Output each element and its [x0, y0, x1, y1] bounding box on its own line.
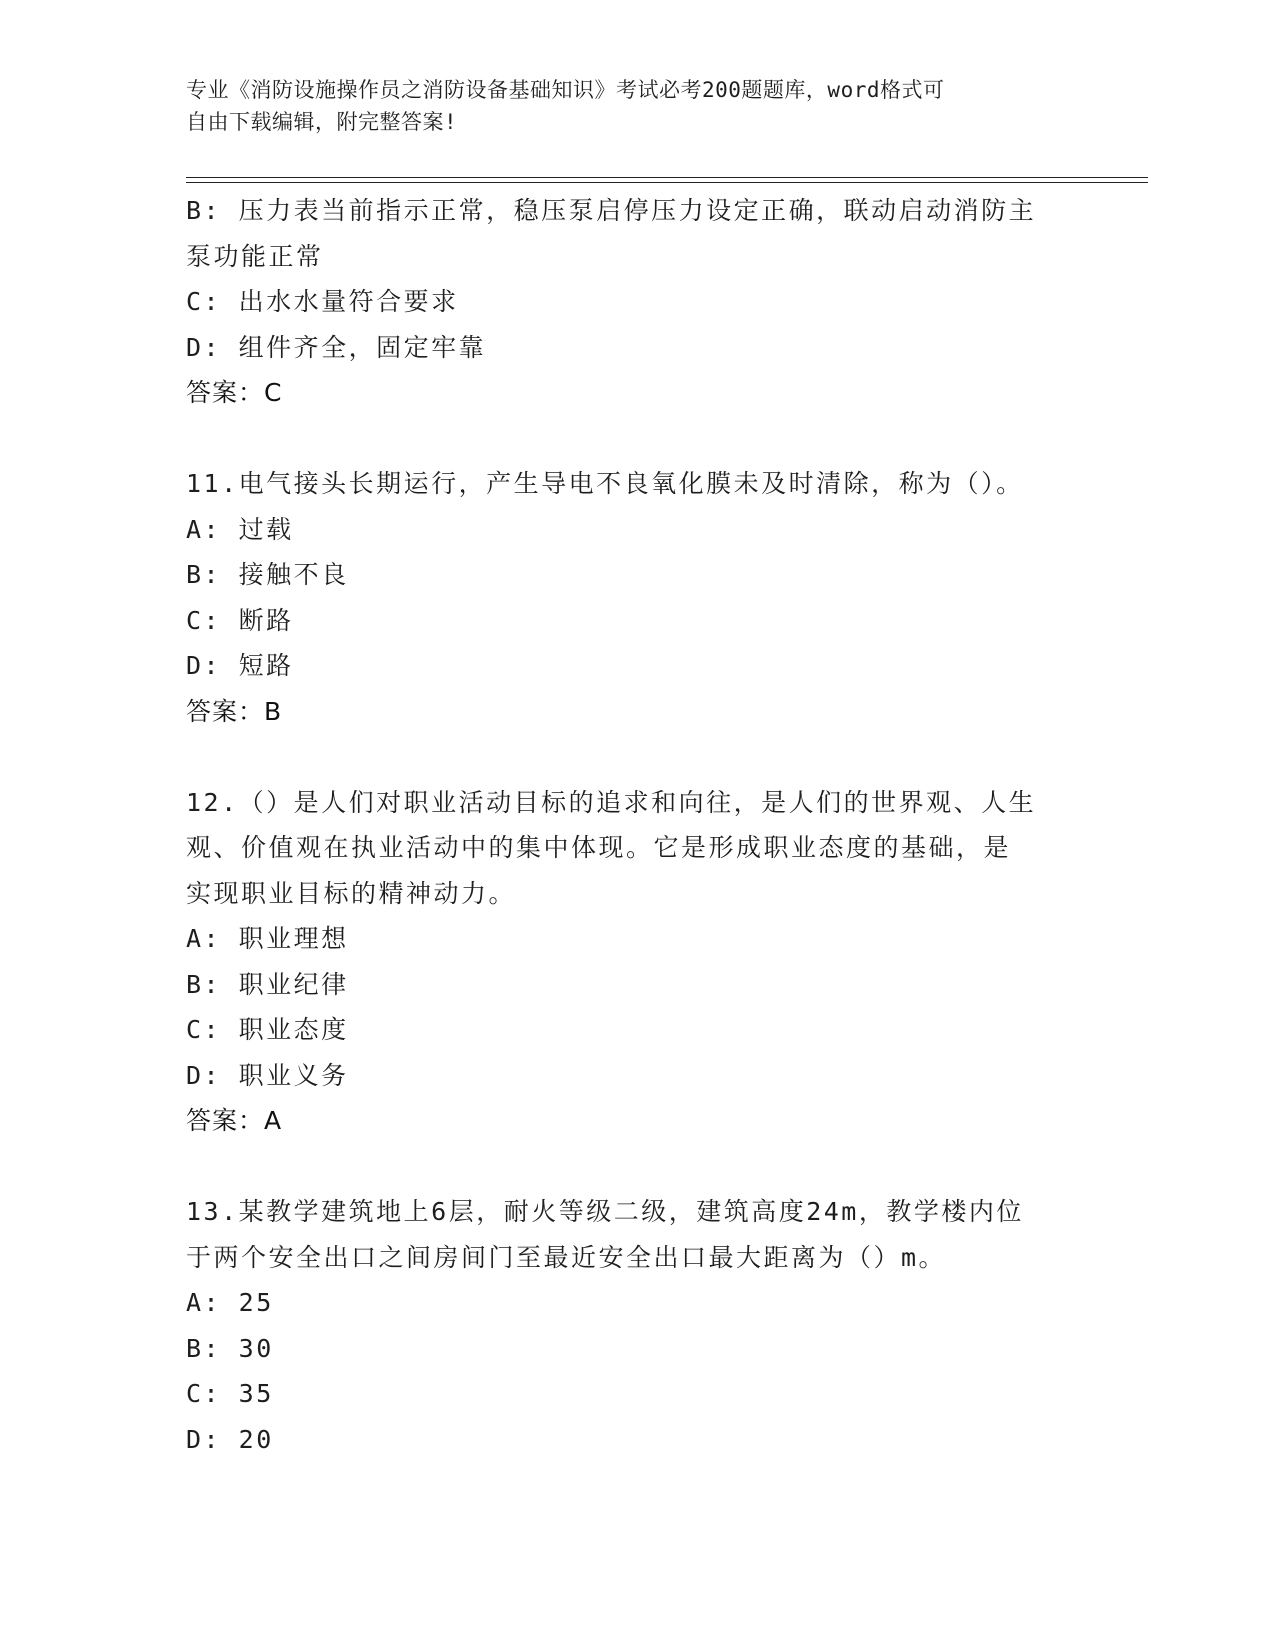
- option-a: A: 职业理想: [186, 924, 349, 953]
- question-stem-line-1: 13.某教学建筑地上6层，耐火等级二级，建筑高度24m，教学楼内位: [186, 1197, 1024, 1226]
- option-c: C: 断路: [186, 605, 294, 635]
- question-stem-line-2: 于两个安全出口之间房间门至最近安全出口最大距离为（）m。: [186, 1242, 947, 1272]
- question-12: [186, 780, 1066, 1144]
- question-13: [186, 1189, 1066, 1462]
- spacer: [186, 416, 1066, 462]
- question-list: [186, 188, 1066, 1462]
- header-title-line-2: 自由下载编辑，附完整答案!: [186, 110, 458, 134]
- header-divider-top: [186, 177, 1148, 178]
- option-d: D: 短路: [186, 651, 294, 680]
- spacer: [186, 1144, 1066, 1190]
- option-c: C: 35: [186, 1379, 274, 1408]
- question-stem: 11.电气接头长期运行，产生导电不良氧化膜未及时清除，称为（）。: [186, 469, 1024, 498]
- option-b: B: 接触不良: [186, 560, 349, 589]
- answer: 答案：C: [186, 378, 283, 407]
- option-d: D: 20: [186, 1424, 274, 1454]
- question-stem-line-2: 观、价值观在执业活动中的集中体现。它是形成职业态度的基础，是: [186, 833, 1012, 862]
- answer: 答案：B: [186, 696, 283, 726]
- option-d: D: 组件齐全，固定牢靠: [186, 332, 487, 362]
- question-stem-line-3: 实现职业目标的精神动力。: [186, 878, 517, 908]
- option-b-line-1: B: 压力表当前指示正常，稳压泵启停压力设定正确，联动启动消防主: [186, 196, 1037, 225]
- question-11: [186, 461, 1066, 734]
- option-b: B: 30: [186, 1333, 274, 1363]
- option-a: A: 过载: [186, 514, 294, 544]
- document-header: [186, 74, 1066, 138]
- option-c: C: 出水水量符合要求: [186, 287, 459, 316]
- question-stem-line-1: 12.（）是人们对职业活动目标的追求和向往，是人们的世界观、人生: [186, 787, 1037, 817]
- spacer: [186, 734, 1066, 780]
- answer: 答案：A: [186, 1106, 283, 1135]
- option-b: B: 职业纪律: [186, 969, 349, 999]
- header-title-line-1: 专业《消防设施操作员之消防设备基础知识》考试必考200题题库，word格式可: [186, 78, 945, 102]
- option-a: A: 25: [186, 1288, 274, 1317]
- header-divider-bottom: [186, 182, 1148, 183]
- question-10: [186, 188, 1066, 416]
- option-b-line-2: 泵功能正常: [186, 241, 324, 271]
- option-d: D: 职业义务: [186, 1060, 349, 1090]
- option-c: C: 职业态度: [186, 1015, 349, 1044]
